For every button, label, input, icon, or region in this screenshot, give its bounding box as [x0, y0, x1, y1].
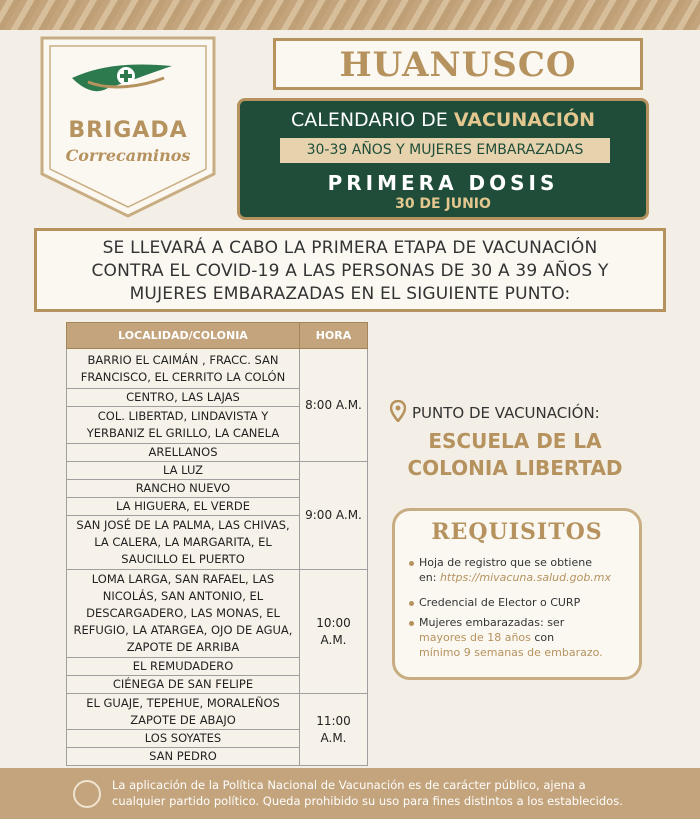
dose-label: PRIMERA DOSIS	[327, 171, 559, 195]
calendar-title	[240, 109, 646, 131]
table-cell: SAN PEDRO	[67, 748, 300, 766]
roadrunner-logo-icon	[68, 48, 178, 108]
requirement-text: Hoja de registro que se obtiene	[419, 556, 592, 569]
requirement-text: con	[530, 631, 555, 644]
column-header-localidad: LOCALIDAD/COLONIA	[67, 323, 300, 349]
school-name-line: COLONIA LIBERTAD	[407, 456, 623, 480]
brand-brigada: BRIGADA	[68, 118, 188, 143]
school-name-line: ESCUELA DE LA	[428, 429, 602, 453]
requirement-text: Credencial de Elector o CURP	[419, 596, 581, 609]
table-cell: RANCHO NUEVO	[67, 480, 300, 498]
footer-disclaimer	[112, 777, 672, 809]
table-row	[67, 349, 368, 389]
calendar-title-bold: VACUNACIÓN	[453, 109, 595, 131]
town-name: HUANUSCO	[339, 45, 577, 85]
table-cell: COL. LIBERTAD, LINDAVISTA Y YERBANIZ EL GRILLO, LA CANELA	[67, 407, 300, 444]
requirement-text-highlight: mínimo 9 semanas de embarazo.	[419, 646, 603, 659]
table-cell: ARELLANOS	[67, 444, 300, 462]
table-header-row	[67, 323, 368, 349]
table-cell: SAN JOSÉ DE LA PALMA, LAS CHIVAS, LA CALERA, LA MARGARITA, EL SAUCILLO EL PUERTO	[67, 516, 300, 570]
location-pin-icon	[390, 400, 406, 422]
intro-line: SE LLEVARÁ A CABO LA PRIMERA ETAPA DE VACUNACIÓN	[102, 238, 598, 258]
bullet-icon	[409, 621, 414, 626]
requirement-item	[409, 615, 634, 660]
national-seal-icon	[73, 780, 101, 808]
table-cell: CIÉNEGA DE SAN FELIPE	[67, 676, 300, 694]
table-cell: LA HIGUERA, EL VERDE	[67, 498, 300, 516]
brand-correcaminos: Correcaminos	[65, 146, 191, 165]
registration-link[interactable]: https://mivacuna.salud.gob.mx	[439, 571, 612, 584]
footer-line: cualquier partido político. Queda prohibido su uso para fines distintos a los establecidos.	[112, 794, 623, 808]
table-cell: LA LUZ	[67, 462, 300, 480]
school-name	[390, 428, 640, 482]
requisitos-title: REQUISITOS	[431, 519, 603, 545]
schedule-table	[66, 322, 368, 766]
table-cell: BARRIO EL CAIMÁN , FRACC. SAN FRANCISCO, EL CERRITO LA COLÓN	[67, 349, 300, 389]
bullet-icon	[409, 561, 414, 566]
hour-cell: 9:00 A.M.	[300, 462, 368, 570]
punto-label: PUNTO DE VACUNACIÓN:	[412, 404, 600, 422]
table-row	[67, 694, 368, 730]
requirement-text: en:	[419, 571, 440, 584]
table-cell: LOS SOYATES	[67, 730, 300, 748]
bullet-icon	[409, 601, 414, 606]
hour-cell: 10:00 A.M.	[300, 570, 368, 694]
intro-notice	[34, 228, 666, 312]
table-row	[67, 462, 368, 480]
intro-line: MUJERES EMBARAZADAS EN EL SIGUIENTE PUNTO:	[129, 284, 571, 304]
requisitos-panel	[392, 508, 642, 680]
top-decorative-band	[0, 0, 700, 30]
footer-line: La aplicación de la Política Nacional de Vacunación es de carácter público, ajena a	[112, 778, 586, 792]
calendar-title-prefix: CALENDARIO DE	[290, 109, 454, 131]
table-cell: EL REMUDADERO	[67, 658, 300, 676]
hour-cell: 11:00 A.M.	[300, 694, 368, 766]
table-cell: LOMA LARGA, SAN RAFAEL, LAS NICOLÁS, SAN ANTONIO, EL DESCARGADERO, LAS MONAS, EL REFUGIO, LA ATARGEA, OJO DE AGUA, ZAPOTE DE ARRIBA	[67, 570, 300, 658]
town-header	[273, 38, 643, 90]
hour-cell: 8:00 A.M.	[300, 349, 368, 462]
requirement-item	[409, 555, 634, 585]
table-cell: EL GUAJE, TEPEHUE, MORALEÑOS ZAPOTE DE ABAJO	[67, 694, 300, 730]
dose-date: 30 DE JUNIO	[395, 196, 491, 212]
table-row	[67, 570, 368, 658]
intro-line: CONTRA EL COVID-19 A LAS PERSONAS DE 30 A 39 AÑOS Y	[91, 261, 609, 281]
requirement-text-highlight: mayores de 18 años	[419, 631, 531, 644]
requirement-text: Mujeres embarazadas: ser	[419, 616, 565, 629]
calendar-subtitle: 30-39 AÑOS Y MUJERES EMBARAZADAS	[280, 138, 610, 163]
requirement-item	[409, 595, 634, 610]
brigada-badge	[40, 36, 216, 218]
calendar-panel	[237, 98, 649, 220]
table-cell: CENTRO, LAS LAJAS	[67, 389, 300, 407]
column-header-hora: HORA	[300, 323, 368, 349]
